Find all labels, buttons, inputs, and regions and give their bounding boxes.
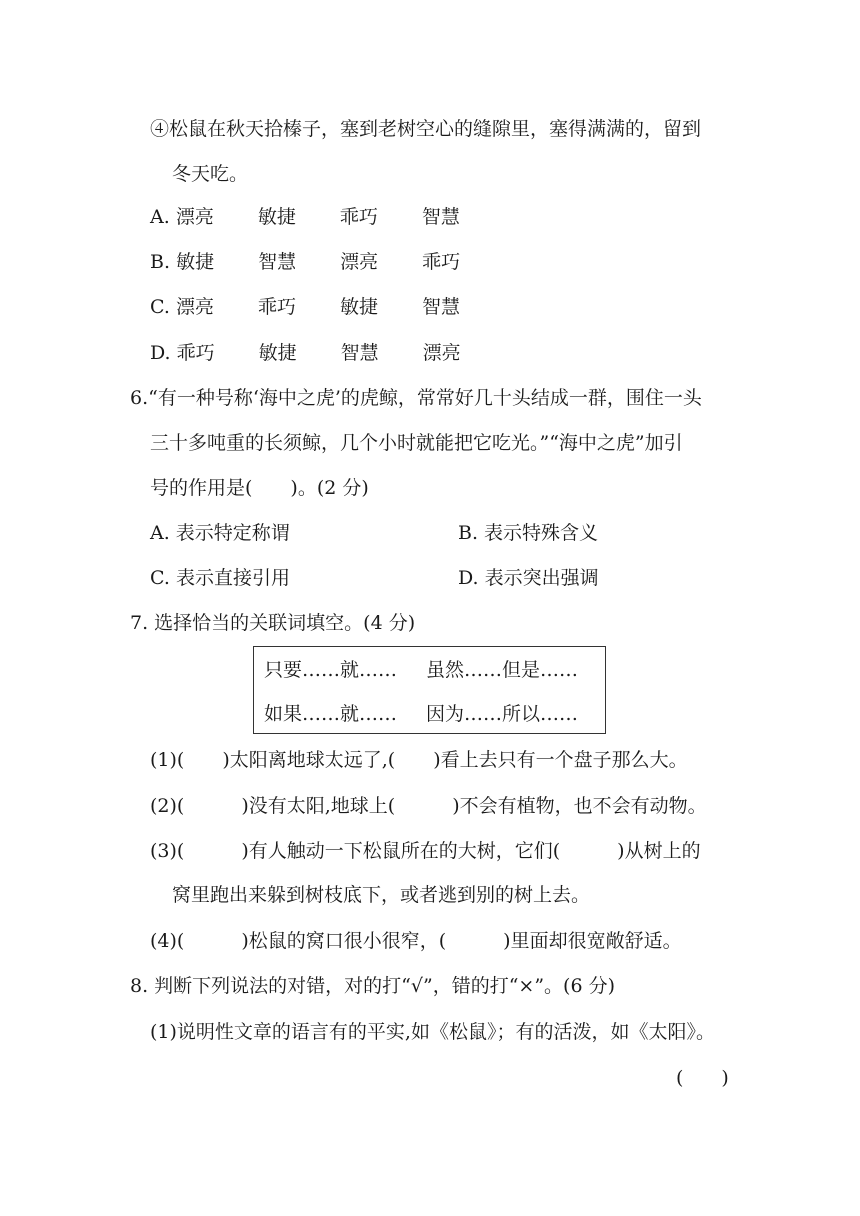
q6-option-c: C. 表示直接引用 bbox=[150, 567, 290, 589]
conjunction-row-2: 如果……就…… 因为……所以…… bbox=[264, 703, 579, 725]
q6-option-b: B. 表示特殊含义 bbox=[458, 522, 599, 544]
q5-option-a: A. 漂亮 敏捷 乖巧 智慧 bbox=[150, 206, 460, 228]
q5-option-d: D. 乖巧 敏捷 智慧 漂亮 bbox=[150, 342, 461, 364]
q7-item-3: (3)( )有人触动一下松鼠所在的大树，它们( )从树上的 bbox=[150, 840, 701, 862]
conjunction-box bbox=[253, 646, 606, 734]
q6-option-d: D. 表示突出强调 bbox=[458, 567, 599, 589]
q7-item-3-cont: 窝里跑出来躲到树枝底下，或者逃到别的树上去。 bbox=[172, 884, 591, 906]
q7-stem: 7. 选择恰当的关联词填空。(4 分) bbox=[130, 612, 416, 634]
q5-option-c: C. 漂亮 乖巧 敏捷 智慧 bbox=[150, 296, 460, 318]
q6-stem-line3: 号的作用是( )。(2 分) bbox=[150, 477, 369, 499]
q5-option-b: B. 敏捷 智慧 漂亮 乖巧 bbox=[150, 251, 461, 273]
q6-stem-line1: 6.“有一种号称‘海中之虎’的虎鲸，常常好几十头结成一群，围住一头 bbox=[130, 387, 702, 409]
q7-item-4: (4)( )松鼠的窝口很小很窄，( )里面却很宽敞舒适。 bbox=[150, 930, 682, 952]
conjunction-row-1: 只要……就…… 虽然……但是…… bbox=[264, 659, 579, 681]
q8-item-1: (1)说明性文章的语言有的平实,如《松鼠》；有的活泼，如《太阳》。 bbox=[150, 1021, 715, 1043]
q6-option-a: A. 表示特定称谓 bbox=[150, 522, 290, 544]
q5-item4-line2: 冬天吃。 bbox=[172, 163, 249, 185]
q7-item-1: (1)( )太阳离地球太远了,( )看上去只有一个盘子那么大。 bbox=[150, 749, 688, 771]
q7-item-2: (2)( )没有太阳,地球上( )不会有植物，也不会有动物。 bbox=[150, 795, 707, 817]
q5-item4-line1: ④松鼠在秋天拾榛子，塞到老树空心的缝隙里，塞得满满的，留到 bbox=[150, 118, 702, 140]
q6-stem-line2: 三十多吨重的长须鲸，几个小时就能把它吃光。”“海中之虎”加引 bbox=[150, 432, 683, 454]
q8-item-1-blank: ( ) bbox=[676, 1067, 729, 1089]
q8-stem: 8. 判断下列说法的对错，对的打“√”，错的打“×”。(6 分) bbox=[130, 975, 616, 997]
